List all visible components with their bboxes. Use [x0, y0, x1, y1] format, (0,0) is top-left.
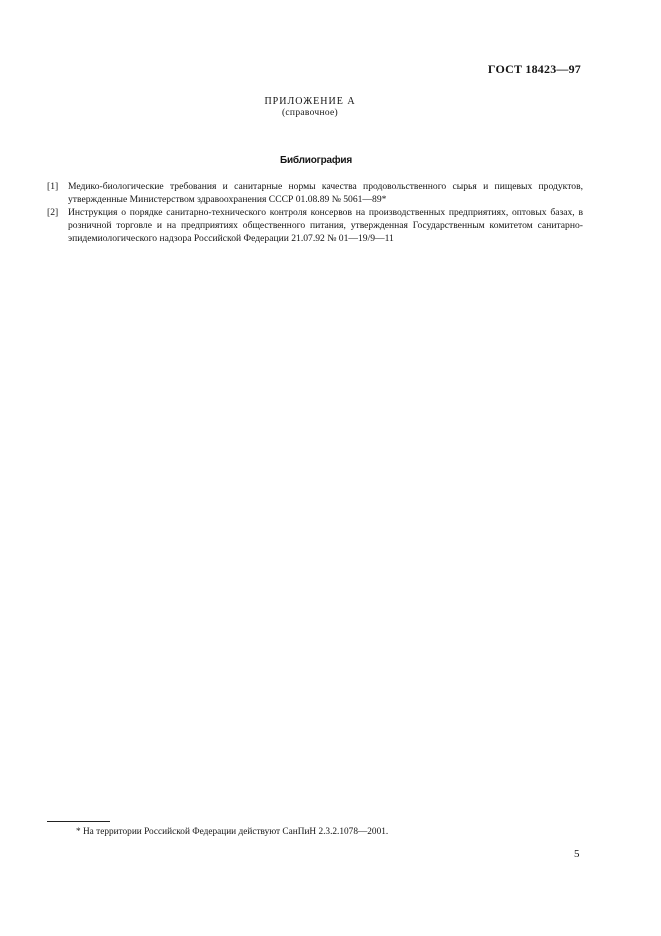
bibliography-item-number: [1]: [47, 181, 59, 192]
bibliography-item-number: [2]: [47, 207, 59, 218]
bibliography-heading: Библиография: [279, 155, 353, 166]
bibliography-item: [47, 206, 583, 245]
footnote: * На территории Российской Федерации действуют СанПиН 2.3.2.1078—2001.: [76, 827, 389, 837]
page-number: 5: [574, 848, 580, 860]
footnote-divider: [47, 821, 110, 822]
bibliography-list: [47, 180, 583, 245]
bibliography-item-text: Инструкция о порядке санитарно-технического контроля консервов на производственных предприятиях, оптовых базах, в розничной торговле и на предприятиях общественного питания, утвержденная Государственным комитетом санитарно-эпидемиологического надзора Российской Федерации 21.07.92 № 01—19/9—11: [68, 207, 583, 244]
appendix-type: (справочное): [281, 108, 339, 118]
document-code: ГОСТ 18423—97: [487, 62, 581, 76]
bibliography-item-text: Медико-биологические требования и санитарные нормы качества продовольственного сырья и пищевых продуктов, утвержденные Министерством здравоохранения СССР 01.08.89 № 5061—89*: [68, 181, 583, 205]
bibliography-item: [47, 180, 583, 206]
appendix-title: ПРИЛОЖЕНИЕ А: [264, 96, 356, 107]
